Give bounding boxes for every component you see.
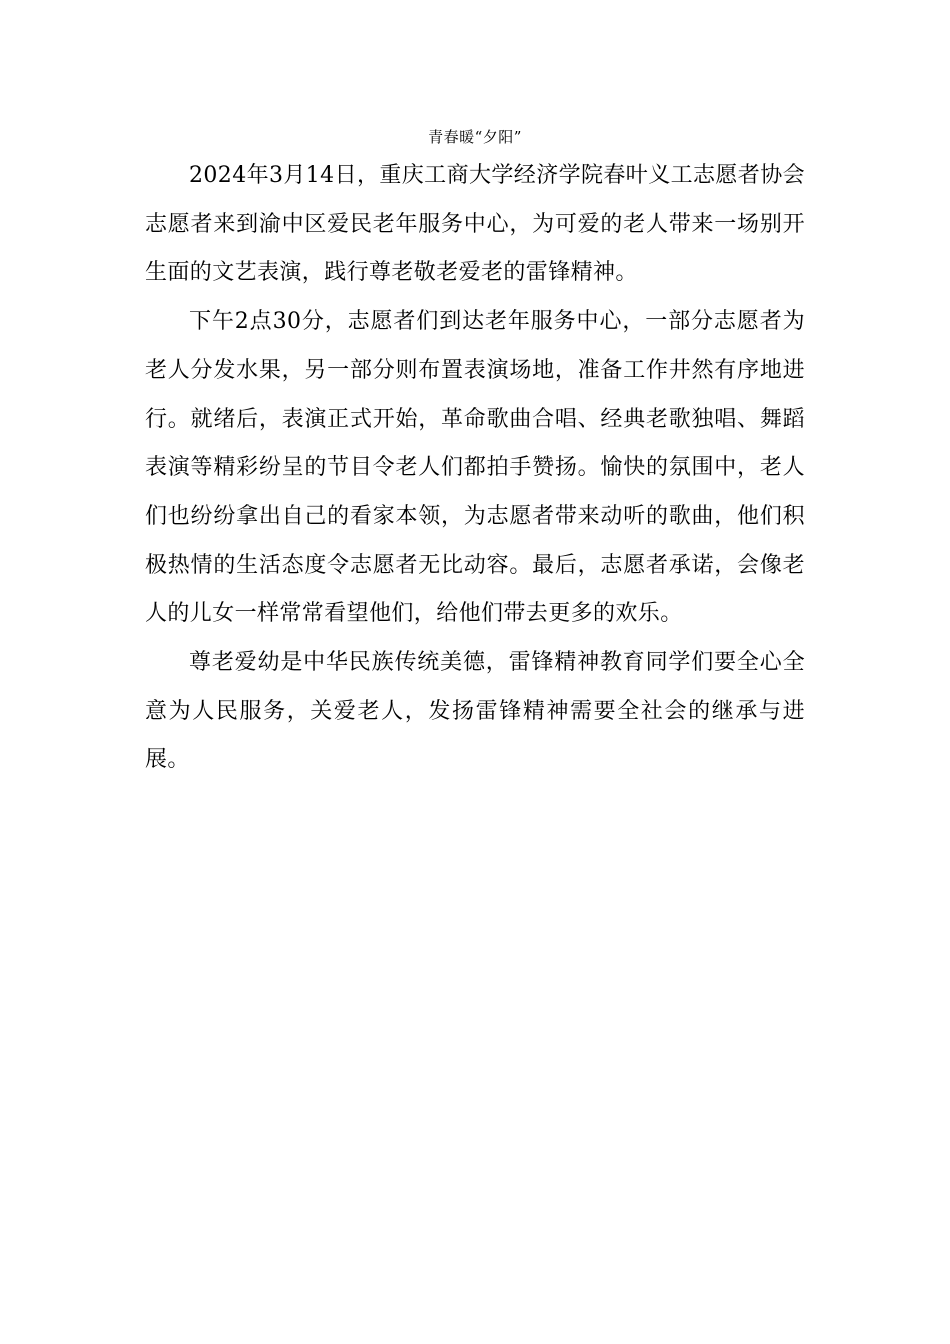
document-body xyxy=(145,152,805,785)
paragraph-3: 尊老爱幼是中华民族传统美德，雷锋精神教育同学们要全心全意为人民服务，关爱老人，发扬雷锋精神需要全社会的继承与进展。 xyxy=(145,650,805,773)
paragraph-1: 2024年3月14日，重庆工商大学经济学院春叶义工志愿者协会志愿者来到渝中区爱民老年服务中心，为可爱的老人带来一场别开生面的文艺表演，践行尊老敬老爱老的雷锋精神。 xyxy=(145,163,805,286)
document-title: 青春暖“夕阳” xyxy=(428,128,522,146)
paragraph-2: 下午2点30分，志愿者们到达老年服务中心，一部分志愿者为老人分发水果，另一部分则布置表演场地，准备工作井然有序地进行。就绪后，表演正式开始，革命歌曲合唱、经典老歌独唱、舞蹈表演等精彩纷呈的节目令老人们都拍手赞扬。愉快的氛围中，老人们也纷纷拿出自己的看家本领，为志愿者带来动听的歌曲，他们积极热情的生活态度令志愿者无比动容。最后，志愿者承诺，会像老人的儿女一样常常看望他们，给他们带去更多的欢乐。 xyxy=(145,309,805,627)
